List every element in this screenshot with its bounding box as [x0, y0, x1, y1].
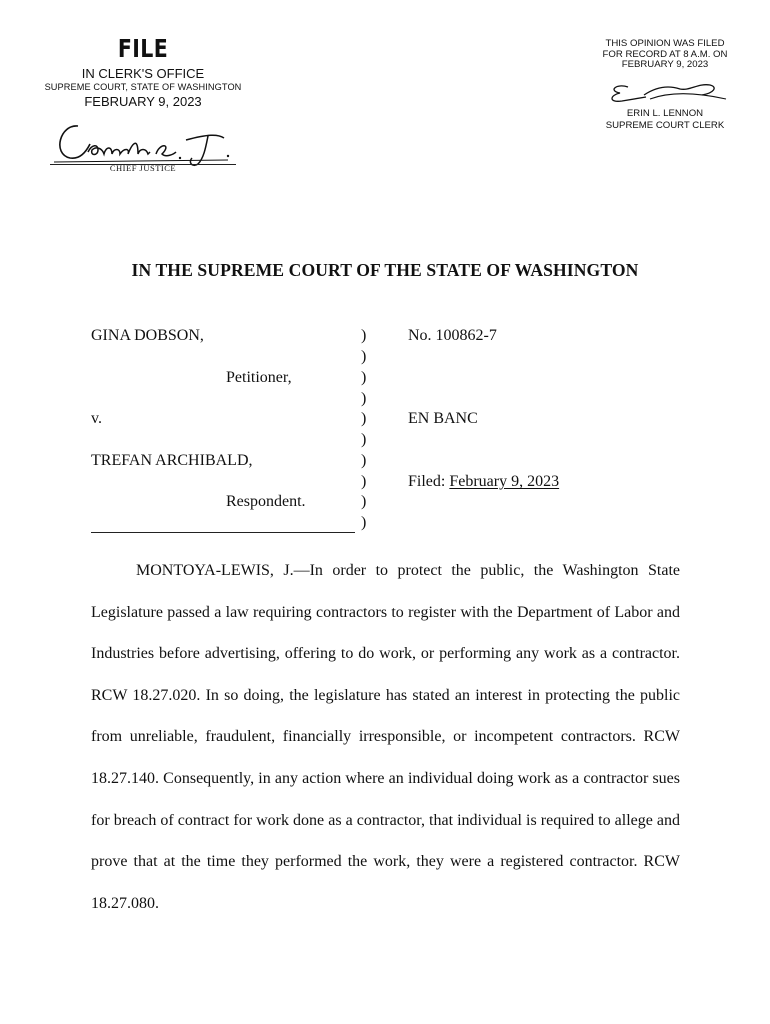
respondent-role: Respondent.: [226, 493, 306, 510]
caption-paren: ): [361, 390, 367, 407]
stamp-date: FEBRUARY 9, 2023: [84, 94, 202, 109]
court-heading: IN THE SUPREME COURT OF THE STATE OF WASHINGTON: [131, 260, 639, 280]
caption-paren: ): [361, 348, 367, 365]
caption-paren: ): [361, 431, 367, 448]
caption-paren: ): [361, 410, 367, 427]
stamp-filed-line-3: FEBRUARY 9, 2023: [621, 59, 709, 70]
stamp-court: SUPREME COURT, STATE OF WASHINGTON: [44, 82, 242, 92]
caption-paren: ): [361, 514, 367, 531]
clerk-block: [590, 108, 740, 131]
caption-underline: [91, 532, 355, 533]
clerk-title: SUPREME COURT CLERK: [605, 119, 725, 131]
chief-justice-title: CHIEF JUSTICE: [109, 163, 177, 173]
caption-paren: ): [361, 473, 367, 490]
filing-stamp: [30, 34, 256, 110]
clerk-signature: [606, 77, 730, 107]
caption-paren: ): [361, 369, 367, 386]
versus: v.: [91, 410, 102, 427]
opinion-paragraph: MONTOYA-LEWIS, J.—In order to protect the public, the Washington State Legislature passed a law requiring contractors to register with the Department of Labor and Industries before advertising, offering to do work, or performing any work as a contractor. RCW 18.27.020. In so doing, the legislature has stated an interest in protecting the public from unreliable, fraudulent, financially irresponsible, or incompetent contractors. RCW 18.27.140. Consequently, in any action where an individual doing work as a contractor sues for breach of contract for work done as a contractor, that individual is required to allege and prove that at the time they performed the work, they were a registered contractor. RCW 18.27.080.: [91, 562, 680, 912]
opinion-body: [91, 550, 680, 924]
filed-date: February 9, 2023: [449, 473, 560, 490]
petitioner-role: Petitioner,: [226, 369, 292, 386]
petitioner-name: GINA DOBSON,: [91, 327, 204, 344]
stamp-filed-line-1: THIS OPINION WAS FILED: [605, 38, 725, 49]
panel: EN BANC: [408, 410, 478, 427]
caption-paren: ): [361, 327, 367, 344]
stamp-filed-line-2: FOR RECORD AT 8 A.M. ON: [602, 48, 728, 60]
caption-paren: ): [361, 493, 367, 510]
caption-paren: ): [361, 452, 367, 469]
clerk-name: ERIN L. LENNON: [626, 108, 704, 119]
respondent-name: TREFAN ARCHIBALD,: [91, 452, 253, 469]
case-number: No. 100862-7: [408, 327, 497, 344]
filed-label: Filed:: [408, 473, 446, 490]
stamp-file-label: FILE: [117, 34, 169, 63]
stamp-office: IN CLERK'S OFFICE: [81, 66, 205, 81]
opinion-filed-stamp: [590, 39, 740, 71]
filed-line: [408, 472, 559, 492]
